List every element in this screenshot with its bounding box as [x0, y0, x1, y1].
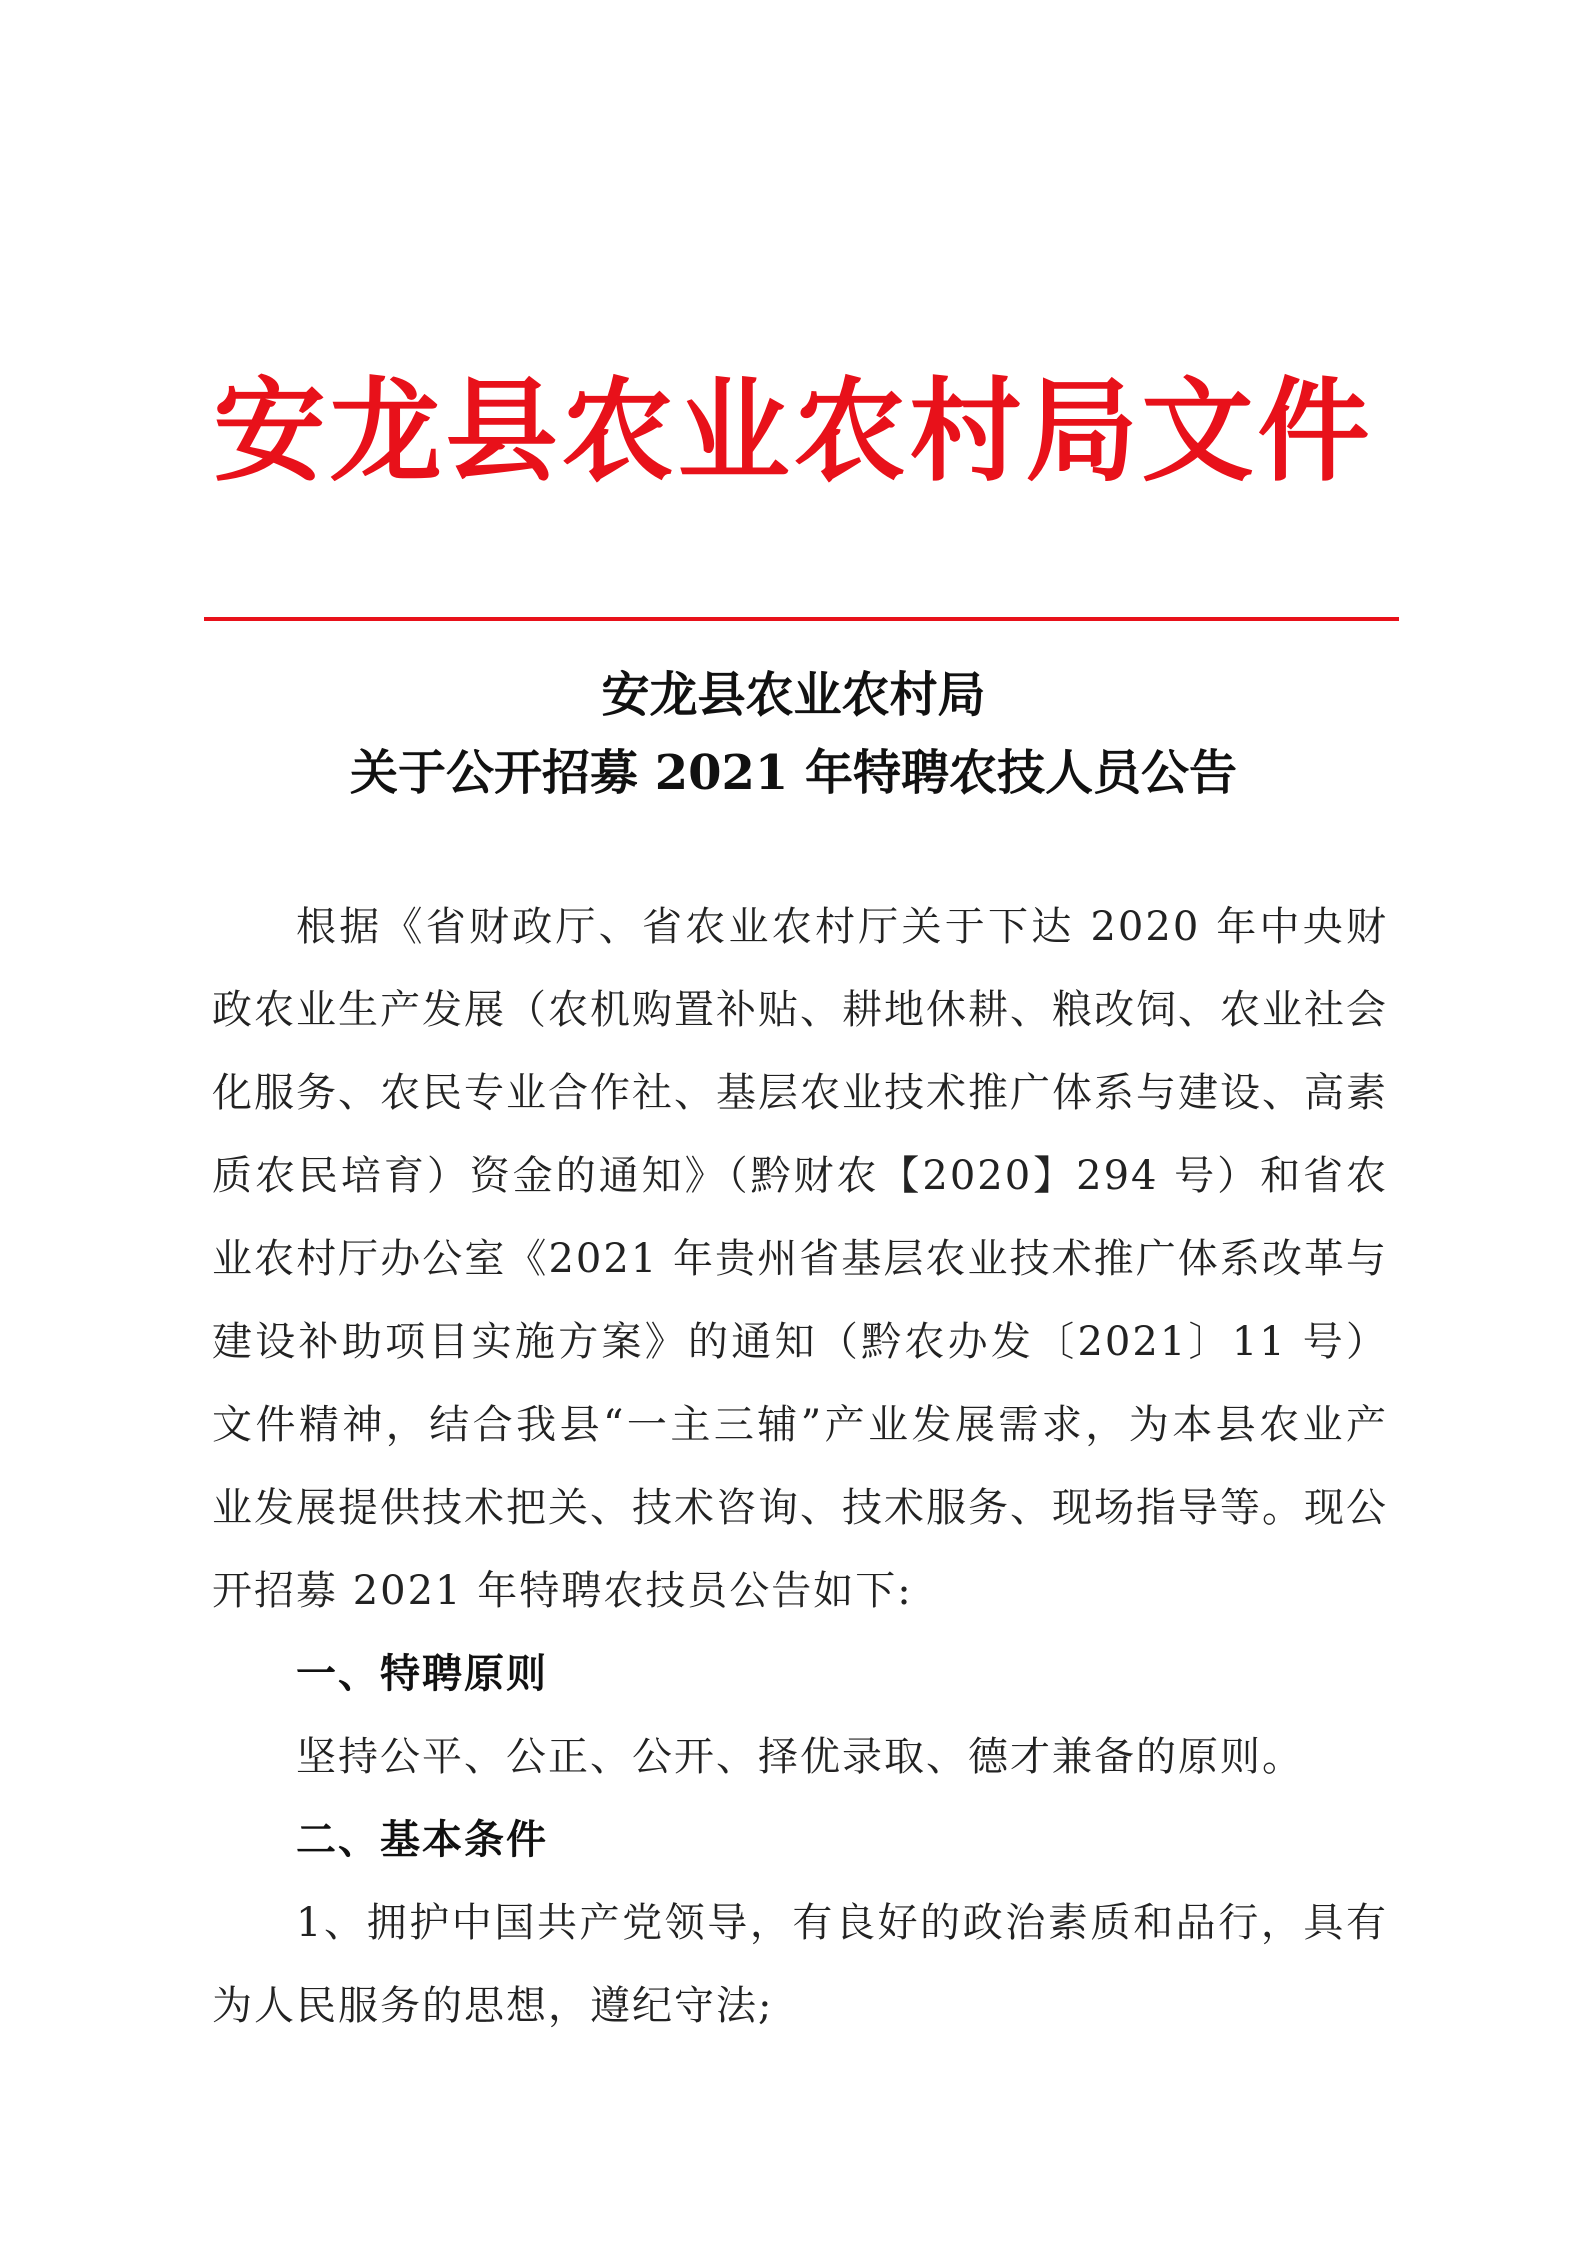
document-body	[212, 886, 1388, 2048]
principles-paragraph: 坚持公平、公正、公开、择优录取、德才兼备的原则。	[296, 1734, 1304, 1780]
intro-paragraph: 根据《省财政厅、省农业农村厅关于下达 2020 年中央财政农业生产发展（农机购置补贴、耕地休耕、粮改饲、农业社会化服务、农民专业合作社、基层农业技术推广体系与建设、高素质农民培育）资金的通知》（黔财农【2020】294 号）和省农业农村厅办公室《2021 年贵州省基层农业技术推广体系改革与建设补助项目实施方案》的通知（黔农办发〔2021〕11 号）文件精神，结合我县“一主三辅”产业发展需求，为本县农业产业发展提供技术把关、技术咨询、技术服务、现场指导等。现公开招募 2021 年特聘农技员公告如下:	[212, 904, 1388, 1614]
document-title-line-1: 安龙县农业农村局	[601, 667, 986, 723]
section-heading-basic-conditions: 二、基本条件	[296, 1817, 548, 1863]
section-heading-principles: 一、特聘原则	[296, 1651, 548, 1697]
document-title-line-2: 关于公开招募 2021 年特聘农技人员公告	[349, 745, 1238, 801]
condition-item-1: 1、拥护中国共产党领导，有良好的政治素质和品行，具有为人民服务的思想，遵纪守法;	[212, 1900, 1388, 2029]
red-divider-rule	[204, 617, 1399, 621]
document-masthead: 安龙县农业农村局文件	[213, 367, 1374, 497]
